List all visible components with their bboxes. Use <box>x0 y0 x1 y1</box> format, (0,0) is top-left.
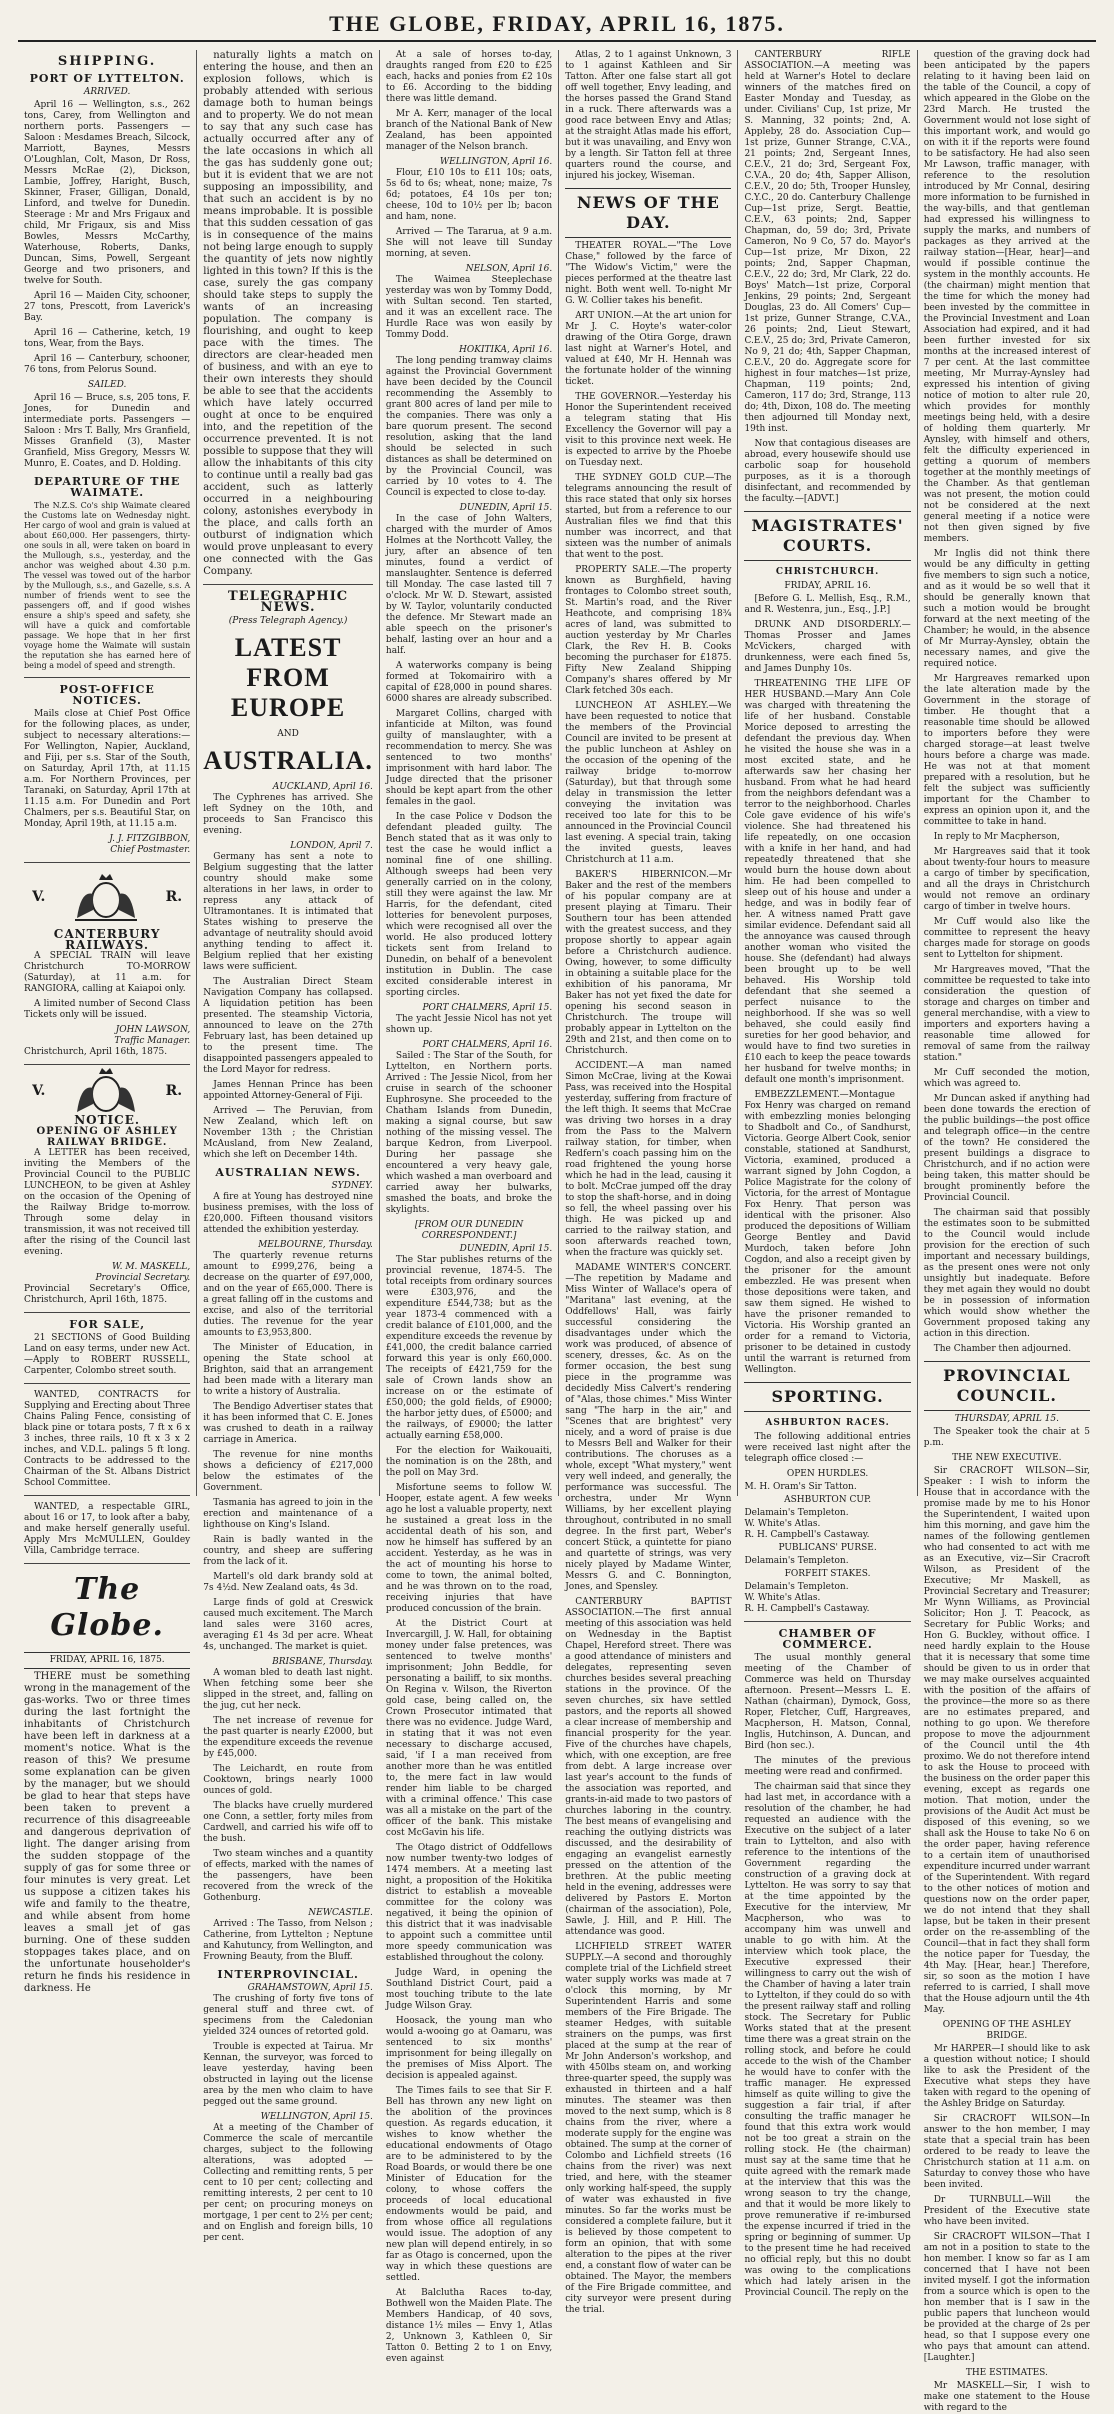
wanted-girl-ad: WANTED, a respectable GIRL, about 16 or 17, to look after a baby, and make herself generally useful. Apply Mrs McMULLEN, Gouldey Villa, Cambridge terrace. <box>24 1502 191 1556</box>
departure-text: The N.Z.S. Co's ship Waimate cleared the Customs late on Wednesday night. Her cargo of wool and grain is valued at about £60,000. Her passengers, thirty-one souls in all, were taken on board in the Mullough, s.s., yesterday, and the anchor was weighed about 4.30 p.m. The vessel was towed out of the harbor by the Mullough, s.s., and Gazelle, s.s. A number of friends went to see the passengers off, and if good wishes ensure a ship's speed and safety, she will have a quick and comfortable passage. We hope that in her first voyage home the Waimate will sustain the reputation she has earned here of being a model of speed and strength. <box>24 501 191 670</box>
dateline: WELLINGTON, April 15. <box>260 2112 373 2122</box>
chamber-item: Mr Hargreaves said that it took about twenty-four hours to measure a cargo of timber by specification, and all the drays in Christchurch would not remove an ordinary cargo of timber in twelve hours. <box>923 847 1090 912</box>
latest-from-europe-heading: LATEST FROM EUROPE <box>230 633 346 722</box>
sport-item: The following additional entries were received last night after the telegraph office closed :— <box>744 1432 911 1464</box>
chamber-item: The chairman said that since they had last met, in accordance with a resolution of the chamber, he had requested an audience with the Executive on the subject of a later train to Lyttelton, and also with reference to the intentions of the Government regarding the construction of a graving dock at Lyttelton. He was sorry to say that at the time appointed by the Executive for the interview, Mr Macpherson, who was to accompany him was unwell and unable to go with him. At the interview which took place, the Executive expressed their willingness to carry out the wish of the Chamber of having a later train to Lyttelton, if they could do so with the present railway staff and rolling stock. The Secretary for Public Works stated that at the present time there was a great strain on the rolling stock, and before he could accede to the wish of the Chamber he would have to confer with the traffic manager. He expressed himself as quite willing to give the suggestion a fair trial, if after consulting the traffic manager he found that this extra work would not be too great a strain on the rolling stock. He (the chairman) must say at the same time that he quite agreed with the remark made at the interview that this was the wrong season to try the change, and that it would be more likely to prove remunerative if re-imbursed the expense incurred if tried in the spring or beginning of summer. Up to the present time he had received no official reply, but this no doubt was owing to the complications which had lately arisen in the Provincial Council. The reply on the <box>744 1782 911 2298</box>
divider <box>24 1383 190 1384</box>
globe-date: FRIDAY, APRIL 16, 1875. <box>24 1652 190 1669</box>
divider <box>24 1312 190 1313</box>
news-item: Now that contagious diseases are abroad, every housewife should use carbolic soap for household purposes, as it is a thorough disinfectant, and recommended by the faculty.—[ADVT.] <box>744 439 911 504</box>
chamber-item: Mr Cuff would also like the committee to represent the heavy charges made for storage on goods sent to Lyttelton for shipment. <box>923 917 1090 960</box>
royal-crest <box>32 869 182 925</box>
news-item: Two steam winches and a quantity of effects, marked with the names of the passengers, have been recovered from the wreck of the Gothenburg. <box>203 1849 373 1903</box>
dateline: DUNEDIN, April 15. <box>459 503 553 513</box>
news-item: THE SYDNEY GOLD CUP.—The telegrams announcing the result of this race stated that only six horses started, but from a reference to our Australian files we find that this number was incorrect, and that sixteen was the number of animals that went to the post. <box>565 473 732 560</box>
council-item: The Speaker took the chair at 5 p.m. <box>923 1427 1090 1448</box>
chamber-item: question of the graving dock had been anticipated by the papers relating to it having been laid on the table of the Council, a copy of which appeared in the Globe on the 23rd March. He trusted the Government would not lose sight of this important work, and would go on with it if the reports were found to be satisfactory. He had also seen Mr Lawson, traffic manager, with reference to the resolution introduced by Mr Connal, desiring more information to be furnished in the way-bills, and that gentleman had expressed his willingness to supply the marks, and numbers of packages as they arrived at the railway station—[Hear, hear]—and would if possible continue the system in the monthly accounts. He (the chairman) might mention that the time for which the money had been invested by the committee in the Provincial Investment and Loan Association had expired, and it had been further invested for six months at the increased interest of 7 per cent. At the last committee meeting, Mr Murray-Aynsley had expressed his intention of giving notice of motion to alter rule 20, which provides for monthly meetings being held, with a desire of holding them quarterly. Mr Aynsley, with himself and others, felt the difficulty experienced in getting a quorum of members together at the monthly meetings of the Chamber. As that gentleman was not present, the motion could not be considered at the next general meeting if a notice were not then given signed by five members. <box>923 50 1090 544</box>
secretary-title: Provincial Secretary. <box>95 1273 191 1283</box>
dateline: NEWCASTLE. <box>308 1908 373 1918</box>
news-item: At the District Court at Invercargill, J. W. Hall, for obtaining money under false pretences, was sentenced to twelve months' imprisonment; John Beddle, for personating a bailiff, to six months. On Regina v. Wilson, the Riverton gold case, being called on, the Crown Prosecutor intimated that there was no evidence. Judge Ward, in stating that it was not even necessary to discharge accused, said, 'if I a man received from another more than he was entitled to, the mere fact in law would render him liable to be charged with a criminal offence.' This case was all a mistake on the part of the officer of the bank. This mistake cost McGavin his life. <box>385 1619 553 1838</box>
news-item: BAKER'S HIBERNICON.—Mr Baker and the rest of the members of his popular company are at present playing at Timaru. Their Southern tour has been attended with the greatest success, and they propose shortly to appear again before a Christchurch audience. Owing, however, to some difficulty in obtaining a suitable place for the exhibition of his panorama, Mr Baker has not yet fixed the date for opening his second season in Christchurch. The troupe will probably appear in Lyttelton on the 29th and 21st, and then come on to Christchurch. <box>565 870 732 1056</box>
arrived-label: ARRIVED. <box>83 87 131 97</box>
news-item: Arrived — The Peruvian, from New Zealand, which left on November 13th ; the Christian McAusland, from New Zealand, which she left on December 14th. <box>203 1106 373 1160</box>
chamber-item: The chairman said that possibly the estimates soon to be submitted to the Council would include provision for the erection of such important and necessary buildings, as the present ones were not only unsightly but inadequate. Before they met again they would no doubt be in possession of information which would show whether the Government proposed taking any action in this direction. <box>923 1208 1090 1339</box>
column-2 <box>197 50 380 2243</box>
royal-crest-2 <box>32 1071 182 1111</box>
chamber-item: The Chamber then adjourned. <box>933 1344 1072 1354</box>
dateline: LONDON, April 7. <box>290 841 373 851</box>
news-item: THEATER ROYAL.—"The Love Chase," followed by the farce of "The Widow's Victim," were the pieces performed at the theatre last night. Both went well. To-night Mr G. W. Collier takes his benefit. <box>565 241 732 306</box>
news-item: The Leichardt, en route from Cooktown, brings nearly 1000 ounces of gold. <box>203 1764 373 1796</box>
race-entry: W. White's Atlas. <box>744 1519 821 1529</box>
race-entry: R. H. Campbell's Castaway. <box>744 1604 870 1614</box>
port-heading: PORT OF LYTTELTON. <box>29 72 185 85</box>
news-item: Mr A. Kerr, manager of the local branch of the National Bank of New Zealand, has been appointed manager of the Nelson branch. <box>385 109 553 152</box>
opening-heading: OPENING OF ASHLEY RAILWAY BRIDGE. <box>36 1126 178 1148</box>
leader-article-continued: naturally lights a match on entering the house, and then an explosion follows, which is probably attended with serious damage both to human beings and to property. We do not mean to say that any such case has actually occurred after any of the late occasions in which all the gas has suddenly gone out; but it is evident that we are not supposing an impossibility, and that such an accident is by no means improbable. It is possible that this sudden cessation of gas is in consequence of the mains not being large enough to supply the quantity of jets now nightly lighted in this town? If this is the case, surely the gas company should take steps to supply the wants of an increasing population. The company is flourishing, and ought to keep pace with the times. The directors are clear-headed men of business, and with an eye to their own interests they should be able to see that the accidents which have lately occurred ought at once to be enquired into, and the repetition of the occurrence prevented. It is not possible to suppose that they will allow the inhabitants of this city to continue until a really bad gas accident, such as latterly occurred in a neighbouring colony, astonishes everybody in the place, and calls forth an outburst of indignation which would prove unpleasant to every one connected with the Gas Company. <box>203 50 373 577</box>
arrival-item: April 16 — Canterbury, schooner, 76 tons, from Pelorus Sound. <box>24 354 191 375</box>
divider <box>24 862 190 863</box>
news-item: ACCIDENT.—A man named Simon McCrae, living at the Kowai Pass, was received into the Hospital yesterday, suffering from fracture of the left thigh. It seems that McCrae was driving two horses in a dray from the Pass to the Malvern railway station, for timber, when Redfern's coach passing him on the road frightened the young horse which he had in the lead, causing it to bolt. McCrae jumped off the dray to stop the shaft-horse, and in doing so fell, the wheel passing over his thigh. He was picked up and carried to the railway station, and soon afterwards reached town, when the fracture was quickly set. <box>565 1061 732 1258</box>
news-item: The Bendigo Advertiser states that it has been informed that C. E. Jones was crushed to death in a railway carriage in America. <box>203 1402 373 1445</box>
divider <box>24 1495 190 1496</box>
news-item: At a sale of horses to-day, draughts ranged from £20 to £25 each, hacks and ponies from £2 10s to £6. According to the bidding there was little demand. <box>385 50 553 104</box>
news-item: Trouble is expected at Tairua. Mr Kennan, the surveyor, was forced to leave yesterday, having been obstructed in laying out the license area by the men who claim to have pegged out the same ground. <box>203 2042 373 2107</box>
news-item: The Otago district of Oddfellows now number twenty-two lodges of 1474 members. At a meeting last night, a proposition of the Hokitika district to establish a moveable committee for the colony was negatived, it being the opinion of this district that it was inadvisable to appoint such a committee until more speedy communication was established throughout the colony. <box>385 1843 553 1963</box>
for-sale-heading: FOR SALE, <box>69 1318 146 1331</box>
race-entry: Delamain's Templeton. <box>744 1582 849 1592</box>
postmaster-title: Chief Postmaster. <box>110 845 191 855</box>
news-item: A woman bled to death last night. When fetching some beer she slipped in the street, and, falling on the jug, cut her neck. <box>203 1668 373 1711</box>
crest-letter-v: V. <box>32 1082 46 1099</box>
railways-text: A SPECIAL TRAIN will leave Christchurch TO-MORROW (Saturday), at 11 a.m. for RANGIORA, calling at Kaiapoi only. <box>24 951 191 994</box>
sporting-heading: SPORTING. <box>744 1382 910 1412</box>
divider <box>24 677 190 678</box>
railways-date: Christchurch, April 16th, 1875. <box>24 1047 168 1057</box>
dateline: MELBOURNE, Thursday. <box>258 1240 373 1250</box>
news-item: Atlas, 2 to 1 against Unknown, 3 to 1 against Kathleen and Sir Tatton. After one false start all got off well together, Envy leading, and the horses passed the Grand Stand in a ruck. There afterwards was a good race between Envy and Atlas; at the straight Atlas made his effort, but it was unavailing, and Envy won by a length. Sir Tatton fell at three quarters round the course, and injured his jockey, Wiseman. <box>565 50 732 181</box>
christchurch-label: CHRISTCHURCH. <box>775 567 880 577</box>
news-item: Hoosack, the young man who would a-wooing go at Oamaru, was sentenced to six months' imprisonment for being illegally on the premises of Miss Alport. The decision is appealed against. <box>385 2016 553 2081</box>
news-item: The net increase of revenue for the past quarter is nearly £2000, but the expenditure exceeds the revenue by £45,000. <box>203 1716 373 1759</box>
arrival-item: April 16 — Wellington, s.s., 262 tons, Carey, from Wellington and northern ports. Passengers — Saloon : Mesdames Breach, Silcock, Marriott, Baynes, Messrs O'Loughlan, Colt, Mason, Dr Ross, Messrs McRae (2), Dickson, Lambie, Joffrey, Haright, Busch, Skinner, Fraser, Gilligan, Donald, Linford, and twelve for Dunedin. Steerage : Mr and Mrs Frigaux and child, Mr Frigaux, sis and Miss Bowles, Messrs McCarthy, Waterhouse, Roberts, Danks, Duncan, Sims, Powell, Sergeant George and two prisoners, and twelve for South. <box>24 100 191 286</box>
post-office-heading: POST-OFFICE NOTICES. <box>59 683 155 707</box>
news-item: The Cyphrenes has arrived. She left Sydney on the 10th, and proceeds to San Francisco this evening. <box>203 793 373 836</box>
crest-letter-r: R. <box>165 888 183 905</box>
council-item: Mr MASKELL—Sir, I wish to make one statement to the House with regard to the <box>923 2381 1090 2413</box>
race-name: PUBLICANS' PURSE. <box>778 1543 877 1553</box>
telegraphic-heading: TELEGRAPHIC NEWS. <box>228 589 349 615</box>
court-item: THREATENING THE LIFE OF HER HUSBAND.—Mary Ann Cole was charged with threatening the life of her husband. Constable Morice deposed to arresting the defendant the previous day. When he visited the house she was in a most excited state, and he afterwards saw her chasing her husband. From what he had heard from the neighbors defendant was a terror to the neighborhood. Charles Cole gave evidence of his wife's violence. She had threatened his life repeatedly, on one occasion with a knife in her hand, and had repeatedly threatened that she would burn the house down about him. He had been compelled to sleep out of his house and under a hedge, and was in bodily fear of her. A witness named Pratt gave similar evidence. Defendant said all the annoyance was caused through another woman who visited the house. She (defendant) had always been brought up to be well behaved. His Worship told defendant that she seemed a perfect nuisance to the neighborhood. If she was so well behaved, she could easily find sureties for her good behavior, and would have to find two sureties in £10 each to keep the peace towards her husband for twelve months; in default one month's imprisonment. <box>744 679 911 1085</box>
council-item: Dr TURNBULL—Will the President of the Executive state who have been invited. <box>923 2195 1090 2227</box>
crest-letter-v: V. <box>32 888 46 905</box>
dateline: GRAHAMSTOWN, April 15. <box>247 1983 373 1993</box>
departure-heading: DEPARTURE OF THE WAIMATE. <box>34 475 181 499</box>
arrival-item: April 16 — Maiden City, schooner, 27 tons, Prescott, from Laverick's Bay. <box>24 291 191 323</box>
news-item: Martell's old dark brandy sold at 7s 4½d. New Zealand oats, 4s 3d. <box>203 1572 373 1593</box>
dateline: HOKITIKA, April 16. <box>459 345 553 355</box>
news-item: Sailed : The Star of the South, for Lyttelton, en Northern ports. Arrived : The Jessie Nicol, from her cruise in search of the schooner Euphrosyne. She proceeded to the Chatham Islands from Dunedin, making a signal course, but saw nothing of the missing vessel. The barque Kedron, from Liverpool. During her passage she encountered a very heavy gale, which washed a man overboard and carried away her bulwarks, smashed the boats, and broke the skylights. <box>385 1051 553 1215</box>
royal-crest-icon <box>71 870 141 924</box>
provincial-council-heading: PROVINCIAL COUNCIL. <box>924 1361 1090 1411</box>
shipping-heading: SHIPPING. <box>57 54 157 69</box>
chamber-item: The usual monthly general meeting of the Chamber of Commerce was held on Thursday afternoon. Present—Messrs L. E. Nathan (chairman), Dymock, Goss, Roper, Fletcher, Cuff, Hargreaves, Macpherson, H. Matson, Connal, Inglis, Hutchinson, A. Duncan, and Bird (hon sec.). <box>744 1653 911 1751</box>
news-item: CANTERBURY BAPTIST ASSOCIATION.—The first annual meeting of this association was held on Wednesday in the Baptist Chapel, Hereford street. There was a good attendance of ministers and delegates, representing seven churches besides several preaching stations in the province. Of the seven churches, six have settled pastors, and the reports all showed a clear increase of membership and financial prosperity for the year. Five of the churches have chapels, which, with one exception, are free from debt. A large increase over last year's account to the funds of the association was reported, and grants-in-aid made to two pastors of churches laboring in the country. The best means of evangelising and reaching the outlying districts was discussed, and the desirability of engaging an evangelist earnestly pressed on the attention of the brethren. At the public meeting held in the evening, addresses were delivered by Pastors E. Morton (chairman of the association), Pole, Sawle, J. Hill, and P. Hill. The attendance was good. <box>565 1597 732 1937</box>
news-item: The Minister of Education, in opening the State school at Brighton, said that an arrangement had been made with a literary man to write a history of Australia. <box>203 1343 373 1397</box>
news-item: THE GOVERNOR.—Yesterday his Honor the Superintendent received a telegram stating that His Excellency the Governor will pay a visit to this province next week. He is expected to arrive by the Phoebe on Tuesday next. <box>565 392 732 468</box>
race-entry: Delamain's Templeton. <box>744 1556 849 1566</box>
news-item: Misfortune seems to follow W. Hooper, estate agent. A few weeks ago he lost a valuable property, next he sustained a great loss in the accidental death of his son, and now he himself has suffered by an accident. Yesterday, as he was in the act of mounting his horse to come to town, the animal bolted, and he was thrown on to the road, receiving injuries that have produced concussion of the brain. <box>385 1483 553 1614</box>
column-5 <box>738 50 917 2298</box>
news-item: The Times fails to see that Sir F. Bell has thrown any new light on the abolition of the provinces question. As regards education, it wishes to know whether the educational endowments of Otago are to be administered to by the Road Boards, or would there be one Minister of Education for the colony, to whose coffers the proceeds of local educational endowments would be paid, and from whose office all regulations would issue. The adoption of any new plan will depend entirely, in so far as Otago is concerned, upon the way in which these questions are settled. <box>385 2086 553 2283</box>
news-item: Judge Ward, in opening the Southland District Court, paid a most touching tribute to the late Judge Wilson Gray. <box>385 1968 553 2011</box>
ashburton-races-label: ASHBURTON RACES. <box>765 1418 890 1428</box>
news-of-the-day-heading: NEWS OF THE DAY. <box>565 188 731 238</box>
council-date: THURSDAY, APRIL 15. <box>954 1414 1059 1424</box>
australian-news-heading: AUSTRALIAN NEWS. <box>215 1166 361 1179</box>
news-item: Rain is badly wanted in the country, and sheep are suffering from the lack of it. <box>203 1535 373 1567</box>
traffic-manager-name: JOHN LAWSON, <box>115 1025 191 1035</box>
chamber-item: Mr Duncan asked if anything had been done towards the erection of the public buildings—the post office and telegraph office—in the centre of the town? He considered the present buildings a disgrace to Christchurch, and if no action were being taken, this matter should be brought prominently before the Provincial Council. <box>923 1094 1090 1203</box>
news-item: A fire at Young has destroyed nine business premises, with the loss of £20,000. Fifteen thousand visitors attended the exhibition yesterday. <box>203 1192 373 1235</box>
news-item: Arrived : The Tasso, from Nelson ; Catherine, from Lyttelton ; Neptune and Kahutuncy, from Wellington, and Frowning Beauty, from the Bluff. <box>203 1919 373 1962</box>
news-item: The long pending tramway claims against the Provincial Government have been decided by the Council recommending the Assembly to grant 800 acres of land per mile to the companies. There was only a bare quorum present. The second resolution, asking that the land should be selected in such distances as shall be determined on by the Provincial Council, was carried by 10 votes to 4. The Council is expected to close to-day. <box>385 356 553 498</box>
news-item: The yacht Jessie Nicol has not yet shown up. <box>385 1014 553 1035</box>
news-item: The crushing of forty five tons of general stuff and three cwt. of specimens from the Caledonian yielded 324 ounces of retorted gold. <box>203 1994 373 2037</box>
news-item: At Balclutha Races to-day, Bothwell won the Maiden Plate. The Members Handicap, of 40 sovs, distance 1½ miles — Envy 1, Atlas 2, Unknown 3, Kathleen 0, Sir Tatton 0. Betting 2 to 1 on Envy, even against <box>385 2288 553 2364</box>
postmaster-name: J. J. FITZGIBBON, <box>109 834 191 844</box>
crest-letter-r: R. <box>165 1082 183 1099</box>
traffic-manager-title: Traffic Manager. <box>114 1036 191 1046</box>
divider <box>744 1621 910 1622</box>
news-item: Large finds of gold at Creswick caused much excitement. The March land sales were 3160 acres, averaging £1 4s 3d per acre. Wheat 4s, unchanged. The market is quiet. <box>203 1598 373 1652</box>
news-item: The revenue for nine months shows a deficiency of £217,000 below the estimates of the Government. <box>203 1450 373 1493</box>
for-sale-text: 21 SECTIONS of Good Building Land on easy terms, under new Act.—Apply to ROBERT RUSSELL, Carpenter, Colombo street south. <box>24 1333 191 1376</box>
council-item: Sir CRACROFT WILSON—In answer to the hon member, I may state that a special train has been ordered to be ready to leave the Christchurch station at 11 a.m. on Saturday to convey those who have been invited. <box>923 2114 1090 2190</box>
news-item: LICHFIELD STREET WATER SUPPLY.—A second and thoroughly complete trial of the Lichfield street water supply works was made at 7 o'clock this morning, by Mr Superintendent Harris and some members of the Fire Brigade. The steamer Hedges, with suitable strainers on the pumps, was first placed at the sump at the rear of Mr John Anderson's workshop, and with 450lbs steam on, and working three-quarter speed, the supply was exhausted in thirteen and a half minutes. The steamer was then moved to the next sump, which is 8 chains from the river, where a moderate supply for the engine was obtained. The sump at the corner of Colombo and Lichfield streets (16 chains from the river) was next tried, and here, with the steamer only working half-speed, the supply of water was exhausted in five minutes. So far the works must be considered a complete failure, but it is believed by those competent to form an opinion, that with some alteration to the pipes at the river end, a constant flow of water can be obtained. The Mayor, the members of the Fire Brigade committee, and city surveyor were present during the trial. <box>565 1942 732 2315</box>
magistrates-heading: MAGISTRATES' COURTS. <box>744 511 910 561</box>
opening-text: A LETTER has been received, inviting the Members of the Provincial Council to the PUBLIC LUNCHEON, to be given at Ashley on the occasion of the Opening of the Railway Bridge to-morrow. Through some delay in transmission, it was not received till after the rising of the Council last evening. <box>24 1148 191 1257</box>
council-subheading: OPENING OF THE ASHLEY BRIDGE. <box>942 2020 1071 2041</box>
column-6 <box>918 50 1096 2413</box>
council-subheading: THE ESTIMATES. <box>965 2368 1048 2378</box>
correspondent-label: [FROM OUR DUNEDIN CORRESPONDENT.] <box>414 1220 524 1241</box>
race-entry: M. H. Oram's Sir Tatton. <box>744 1482 857 1492</box>
news-item: PROPERTY SALE.—The property known as Burghfield, having frontages to Colombo street south, St. Martin's road, and the River Heathcote, and comprising 18¾ acres of land, was submitted to auction yesterday by Mr Charles Clark, the Rev H. B. Cooks becoming the purchaser for £1875. Fifty New Zealand Shipping Company's shares offered by Mr Clark fetched 30s each. <box>565 565 732 696</box>
notice-heading: NOTICE. <box>74 1113 141 1127</box>
divider <box>203 584 373 585</box>
opening-date: Provincial Secretary's Office, Christchurch, April 16th, 1875. <box>24 1284 191 1305</box>
news-item: A waterworks company is being formed at Tokomairiro with a capital of £28,000 in pound shares. 6000 shares are already subscribed. <box>385 661 553 704</box>
race-name: OPEN HURDLES. <box>786 1469 869 1479</box>
chamber-item: In reply to Mr Macpherson, <box>933 832 1060 842</box>
dateline: PORT CHALMERS, April 15. <box>422 1003 553 1013</box>
news-item: CANTERBURY RIFLE ASSOCIATION.—A meeting was held at Warner's Hotel to declare winners of the matches fired on Easter Monday and Tuesday, as under. Civilians' Cup, 1st prize, Mr S. Manning, 32 points; 2nd, A. Appleby, 28 do. Association Cup—1st prize, Gunner Strange, C.V.A., 21 points; 2nd, Sergeant Innes, C.E.V., 21 do; 3rd, Sergeant Fox, C.V.A., 20 do; 4th, Sapper Allison, C.E.V., 20 do; 5th, Trooper Hunsley, C.Y.C., 20 do. Canterbury Challenge Cup—1st prize, Sergt. Beattie, C.E.V., 63 points; 2nd, Sapper Chapman, do, 59 do; 3rd, Private Cameron, No 9 Co, 57 do. Mayor's Cup—1st prize, Mr Dixon, 22 points; 2nd, Sapper Chapman, C.E.V., 22 do; 3rd, Mr Clark, 22 do. Boys' Match—1st prize, Corporal Jenkins, 29 points; 2nd, Sergeant Douglas, 23 do. All Comers' Cup—1st prize, Gunner Strange, C.V.A., 26 points; 2nd, Lieut Stewart, C.E.V., 25 do; 3rd, Private Cameron, No 9, 21 do; 4th, Sapper Chapman, C.E.V., 20 do. Aggregate score for highest in four matches—1st prize, Chapman, 119 points; 2nd, Cameron, 117 do; 3rd, Strange, 113 do; 4th, Dixon, 108 do. The meeting then adjourned till Monday next, 19th inst. <box>744 50 911 434</box>
chamber-item: Mr Inglis did not think there would be any difficulty in getting five members to sign such a notice, and as it would be so well that it should be generally known that such a motion would be brought forward at the next meeting of the Chamber; he would, in the absence of Mr Murray-Aynsley, obtain the necessary names, and give the required notice. <box>923 549 1090 669</box>
news-item: For the election for Waikouaiti, the nomination is on the 28th, and the poll on May 3rd. <box>385 1446 553 1478</box>
dateline: AUCKLAND, April 16. <box>272 782 373 792</box>
race-entry: W. White's Atlas. <box>744 1593 821 1603</box>
chamber-item: Mr Hargreaves remarked upon the late alteration made by the Government in the storage of timber. He thought that a reasonable time should be allowed to importers before they were charged storage—at least twelve hours before a charge was made. He was not at that moment prepared with a resolution, but he felt the subject was sufficiently important for the Chamber to express an opinion upon it, and the committee to take in hand. <box>923 674 1090 827</box>
globe-nameplate: The Globe. <box>50 1572 164 1643</box>
court-item: EMBEZZLEMENT.—Montague Fox Henry was charged on remand with embezzling monies belonging to Shadbolt and Co., of Sandhurst, Victoria. George Albert Cook, senior constable, stationed at Sandhurst, Victoria, examined, produced a warrant signed by John Cogdon, a Police Magistrate for the colony of Victoria, for the arrest of Montague Fox Henry. That person was identical with the prisoner. Also produced the depositions of William George Bentley and David Murdoch, taken before John Cogdon, and also a receipt given by the prisoner for the amount embezzled. He was present when those depositions were taken, and saw them signed. He wished to have the prisoner remanded to Victoria. His Worship granted an order for a remand to Victoria, prisoner to be detained in custody until the warrant is returned from Wellington. <box>744 1090 911 1375</box>
court-date: FRIDAY, APRIL 16. <box>784 581 871 591</box>
council-item: Mr HARPER—I should like to ask a question without notice; I should like to ask the President of the Executive what steps they have taken with regard to the opening of the Ashley Bridge on Saturday. <box>923 2044 1090 2109</box>
railways-text-2: A limited number of Second Class Tickets only will be issued. <box>24 999 191 1020</box>
royal-crest-icon <box>71 1064 141 1118</box>
arrival-item: April 16 — Catherine, ketch, 19 tons, Wear, from the Bays. <box>24 328 191 349</box>
column-3 <box>380 50 559 2364</box>
post-office-text: Mails close at Chief Post Office for the following places, as under, subject to necessary alterations:— For Wellington, Napier, Auckland, and Fiji, per s.s. Star of the South, on Saturday, April 17th, at 11.15 a.m. For Northern Provinces, per Taranaki, on Saturday, April 17th at 11.15 a.m. For Dunedin and Port Chalmers, per s.s. Beautiful Star, on Monday, April 19th, at 11.15 a.m. <box>24 709 191 829</box>
news-item: In the case of John Walters, charged with the murder of Amos Holmes at the Northcott Valley, the jury, after an absence of ten minutes, found a verdict of manslaughter. Sentence is deferred till Monday. The case lasted till 7 o'clock. Mr W. D. Stewart, assisted by W. Taylor, voluntarily conducted the defence. Mr Stewart made an able speech on the prisoner's behalf, lasting over an hour and a half. <box>385 514 553 656</box>
news-item: Tasmania has agreed to join in the erection and maintenance of a lighthouse on King's Island. <box>203 1498 373 1530</box>
news-item: Margaret Collins, charged with infanticide at Milton, was found guilty of manslaughter, with a recommendation to mercy. She was sentenced to two months' imprisonment with hard labor. The Judge directed that the prisoner should be kept apart from the other females in the gaol. <box>385 709 553 807</box>
and-label: AND <box>277 729 299 739</box>
dateline: SYDNEY. <box>331 1181 373 1191</box>
news-item: Flour, £10 10s to £11 10s; oats, 5s 6d to 6s; wheat, none; maize, 7s 6d; potatoes, £4 10s per ton; cheese, 10d to 10½ per lb; bacon and ham, none. <box>385 168 553 222</box>
news-item: In the case Police v Dodson the defendant pleaded guilty. The Bench stated that as it was only to test the case he would inflict a nominal fine of one shilling. Although sweeps had been very generally carried on in the colony, still they were against the law. Mr Harris, for the defendant, cited lotteries for benevolent purposes, which were recognised all over the world. He also produced lottery tickets sent from Ireland to Dunedin, on behalf of a benevolent institution in Dublin. The case excited considerable interest in sporting circles. <box>385 812 553 998</box>
column-4 <box>559 50 738 2315</box>
agency-label: (Press Telegraph Agency.) <box>228 616 348 626</box>
dateline: NELSON, April 16. <box>465 264 553 274</box>
divider <box>24 1563 190 1564</box>
council-subheading: THE NEW EXECUTIVE. <box>952 1453 1062 1463</box>
chamber-item: The minutes of the previous meeting were read and confirmed. <box>744 1756 911 1777</box>
news-item: Germany has sent a note to Belgium suggesting that the latter country should make some alterations in her laws, in order to repress any attack of Ultramontanes. It is intimated that States wishing to preserve the advantage of neutrality should avoid anything tending to affect it. Belgium replied that her existing laws were sufficient. <box>203 852 373 972</box>
dateline: BRISBANE, Thursday. <box>272 1657 373 1667</box>
column-1 <box>18 50 197 1994</box>
railways-heading: CANTERBURY RAILWAYS. <box>53 927 161 952</box>
news-item: Arrived — The Tararua, at 9 a.m. She will not leave till Sunday morning, at seven. <box>385 227 553 259</box>
court-item: [Before G. L. Mellish, Esq., R.M., and R. Westenra, jun., Esq., J.P.] <box>744 594 911 615</box>
chamber-item: Mr Hargreaves moved, "That the committee be requested to take into consideration the question of storage and charges on timber and general merchandise, with a view to importers and exporters having a reasonable time allowed for removal of same from the railway station." <box>923 965 1090 1063</box>
news-item: The quarterly revenue returns amount to £999,276, being a decrease on the quarter of £97,000, and on the year of £65,000. There is a great falling off in the customs and excise, and also of the territorial duties. The revenue for the year amounts to £3,953,800. <box>203 1251 373 1338</box>
australia-heading: AUSTRALIA. <box>203 746 373 775</box>
race-entry: Delamain's Templeton. <box>744 1508 849 1518</box>
dateline: DUNEDIN, April 15. <box>459 1244 553 1254</box>
news-item: LUNCHEON AT ASHLEY.—We have been requested to notice that the members of the Provincial Council are invited to be present at the public luncheon at Ashley on the occasion of the opening of the railway bridge to-morrow (Saturday), but that through some delay in transmission the letter conveying the invitation was received too late for this to be announced in the Provincial Council last evening. A special train, taking the invited guests, leaves Christchurch at 11 a.m. <box>565 701 732 865</box>
news-item: At a meeting of the Chamber of Commerce the scale of mercantile charges, subject to the following alterations, was adopted — Collecting and remitting rents, 5 per cent to 10 per cent; collecting and remitting interests, 2 per cent to 10 per cent; on procuring moneys on mortgage, 1 per cent to 2½ per cent; and on English and foreign bills, 10 per cent. <box>203 2123 373 2243</box>
chamber-item: Mr Cuff seconded the motion, which was agreed to. <box>923 1068 1090 1089</box>
race-name: FORFEIT STAKES. <box>784 1569 871 1579</box>
news-item: The Star publishes returns of the provincial revenue, 1874-5. The total receipts from ordinary sources were £303,976, and the expenditure £544,738; but as the year 1873-4 commenced with a credit balance of £101,000, and the expenditure exceeds the revenue by £41,000, the credit balance carried forward this year is only £60,000. The receipts of £421,759 for the sale of Crown lands show an increase on or the estimate of £50,000; the gold fields, of £9000; the harbor jetty dues, of £5000; and the railways, of £9000; the latter actually earning £58,000. <box>385 1255 553 1441</box>
news-item: The Australian Direct Steam Navigation Company has collapsed. A liquidation petition has been presented. The steamship Victoria, announced to leave on the 27th February last, has been detained up to the present time. The disappointed passengers appealed to the Lord Mayor for redress. <box>203 977 373 1075</box>
sailed-item: April 16 — Bruce, s.s, 205 tons, F. Jones, for Dunedin and intermediate ports. Passengers — Saloon : Mrs T. Bally, Mrs Granfield, Misses Granfield (3), Master Granfield, Miss Gregory, Messrs W. Munro, E. Coates, and D. Holding. <box>24 393 191 469</box>
news-item: ART UNION.—At the art union for Mr J. C. Hoyte's water-color drawing of the Otira Gorge, drawn last night at Warner's Hotel, and valued at £40, Mr H. Hennah was the fortunate holder of the winning ticket. <box>565 311 732 387</box>
dateline: WELLINGTON, April 16. <box>439 157 553 167</box>
news-item: MADAME WINTER'S CONCERT.—The repetition by Madame and Miss Winter of Wallace's opera of "Maritana" last evening, at the Oddfellows' Hall, was fairly successful considering the disadvantages under which the work was produced, of absence of scenery, dresses, &c. As on the former occasion, the best sung piece in the programme was decidedly Miss Calvert's rendering of "Alas, those chimes." Miss Winter sang "The harp in the air," and "Scenes that are brightest" very nicely, and a word of praise is due to Messrs Bell and Walker for their contributions. The choruses as a whole, except "What mystery," went very well indeed, and generally, the performance was successful. The orchestra, under Mr Wynn Williams, by her excellent playing throughout, contributed in no small degree. In the first part, Weber's concert Stück, a quintette for piano and quartette of strings, was very nicely played by Madame Winter, Messrs G. and C. Bonnington, Jones, and Spensley. <box>565 1263 732 1592</box>
interprovincial-heading: INTERPROVINCIAL. <box>217 1968 359 1981</box>
news-item: The Waimea Steeplechase yesterday was won by Tommy Dodd, with Sultan second. Ten started, and it was an excellent race. The Hurdle Race was won easily by Tommy Dodd. <box>385 275 553 340</box>
council-item: Sir CRACROFT WILSON—Sir, Speaker : I wish to inform the House that in accordance with the promise made by me to his Honor the Superintendent, I waited upon him this morning, and gave him the names of the following gentlemen who had consented to act with me as an Executive, viz—Sir Cracroft Wilson, as President of the Executive; Mr Maskell, as Provincial Secretary and Treasurer; Mr Wynn Williams, as Provincial Solicitor; Hon J. T. Peacock, as Secretary for Public Works; and Hon G. Buckley, without office. I need hardly explain to the House that it is necessary that some time should be given to us in order that we may make ourselves acquainted with the position of the affairs of the province—the more so as there are no estimates prepared, and nothing to go upon. We therefore propose to move the adjournment of the Council until the 4th proximo. We do not therefore intend to ask the House to proceed with the business on the order paper this evening, except as regards one motion. That motion, under the provisions of the Audit Act must be disposed of this evening, so we shall ask the House to take No 6 on the order paper, having reference to a certain item of unauthorised expenditure incurred under warrant of the Superintendent. With regard to the other notices of motion and questions now on the order paper, we do not intend that they shall lapse, but be taken in their present order on the re-assembling of the Council—that in fact they shall form the notice paper for Tuesday, the 4th May. [Hear, hear.] Therefore, sir, so soon as the motion I have referred to is carried, I shall move that the House adjourn until the 4th May. <box>923 1466 1090 2015</box>
secretary-name: W. M. MASKELL, <box>111 1262 191 1272</box>
court-item: DRUNK AND DISORDERLY.—Thomas Prosser and James McVickers, charged with drunkenness, were each fined 5s, and James Dunphy 10s. <box>744 620 911 674</box>
news-item: The blacks have cruelly murdered one Conn, a settler, forty miles from Cardwell, and carried his wife off to the bush. <box>203 1801 373 1844</box>
dateline: PORT CHALMERS, April 16. <box>422 1040 553 1050</box>
wanted-contracts-ad: WANTED, CONTRACTS for Supplying and Erecting about Three Chains Paling Fence, consisting of black pine or totara posts, 7 ft x 6 x 3 inches, three rails, 10 ft x 3 x 2 inches, and V.D.L. palings 5 ft long. Contracts to be addressed to the Chairman of the St. Albans District School Committee. <box>24 1390 191 1488</box>
race-entry: R. H. Campbell's Castaway. <box>744 1530 870 1540</box>
columns <box>18 50 1096 2413</box>
race-name: ASHBURTON CUP. <box>784 1495 872 1505</box>
chamber-heading: CHAMBER OF COMMERCE. <box>778 1627 877 1651</box>
leader-article: THERE must be something wrong in the management of the gas-works. Two or three times during the last fortnight the inhabitants of Christchurch have been left in darkness at a moment's notice. What is the reason of this? We presume some explanation can be given by the manager, but we should be glad to hear that steps have been taken to prevent a recurrence of this disagreeable and dangerous deprivation of light. The danger arising from the sudden stoppage of the supply of gas for some three or four minutes is very great. Let us suppose a citizen takes his wife and family to the theatre, and while absent from home leaves a small jet of gas burning. One of these sudden stoppages takes place, and on the unfortunate householder's return he finds his residence in darkness. He <box>24 1671 191 1994</box>
news-item: James Hennan Prince has been appointed Attorney-General of Fiji. <box>203 1080 373 1101</box>
sailed-label: SAILED. <box>87 380 127 390</box>
masthead-title: THE GLOBE, FRIDAY, APRIL 16, 1875. <box>18 8 1096 42</box>
council-item: Sir CRACROFT WILSON—That I am not in a position to state to the hon member. I know so far as I am concerned that I have not been invited myself. I got the information from a source which is open to the hon member that is I saw in the public papers that luncheon would be provided at the charge of 2s per head, so that I suppose every one who pays that amount can attend. [Laughter.] <box>923 2232 1090 2363</box>
